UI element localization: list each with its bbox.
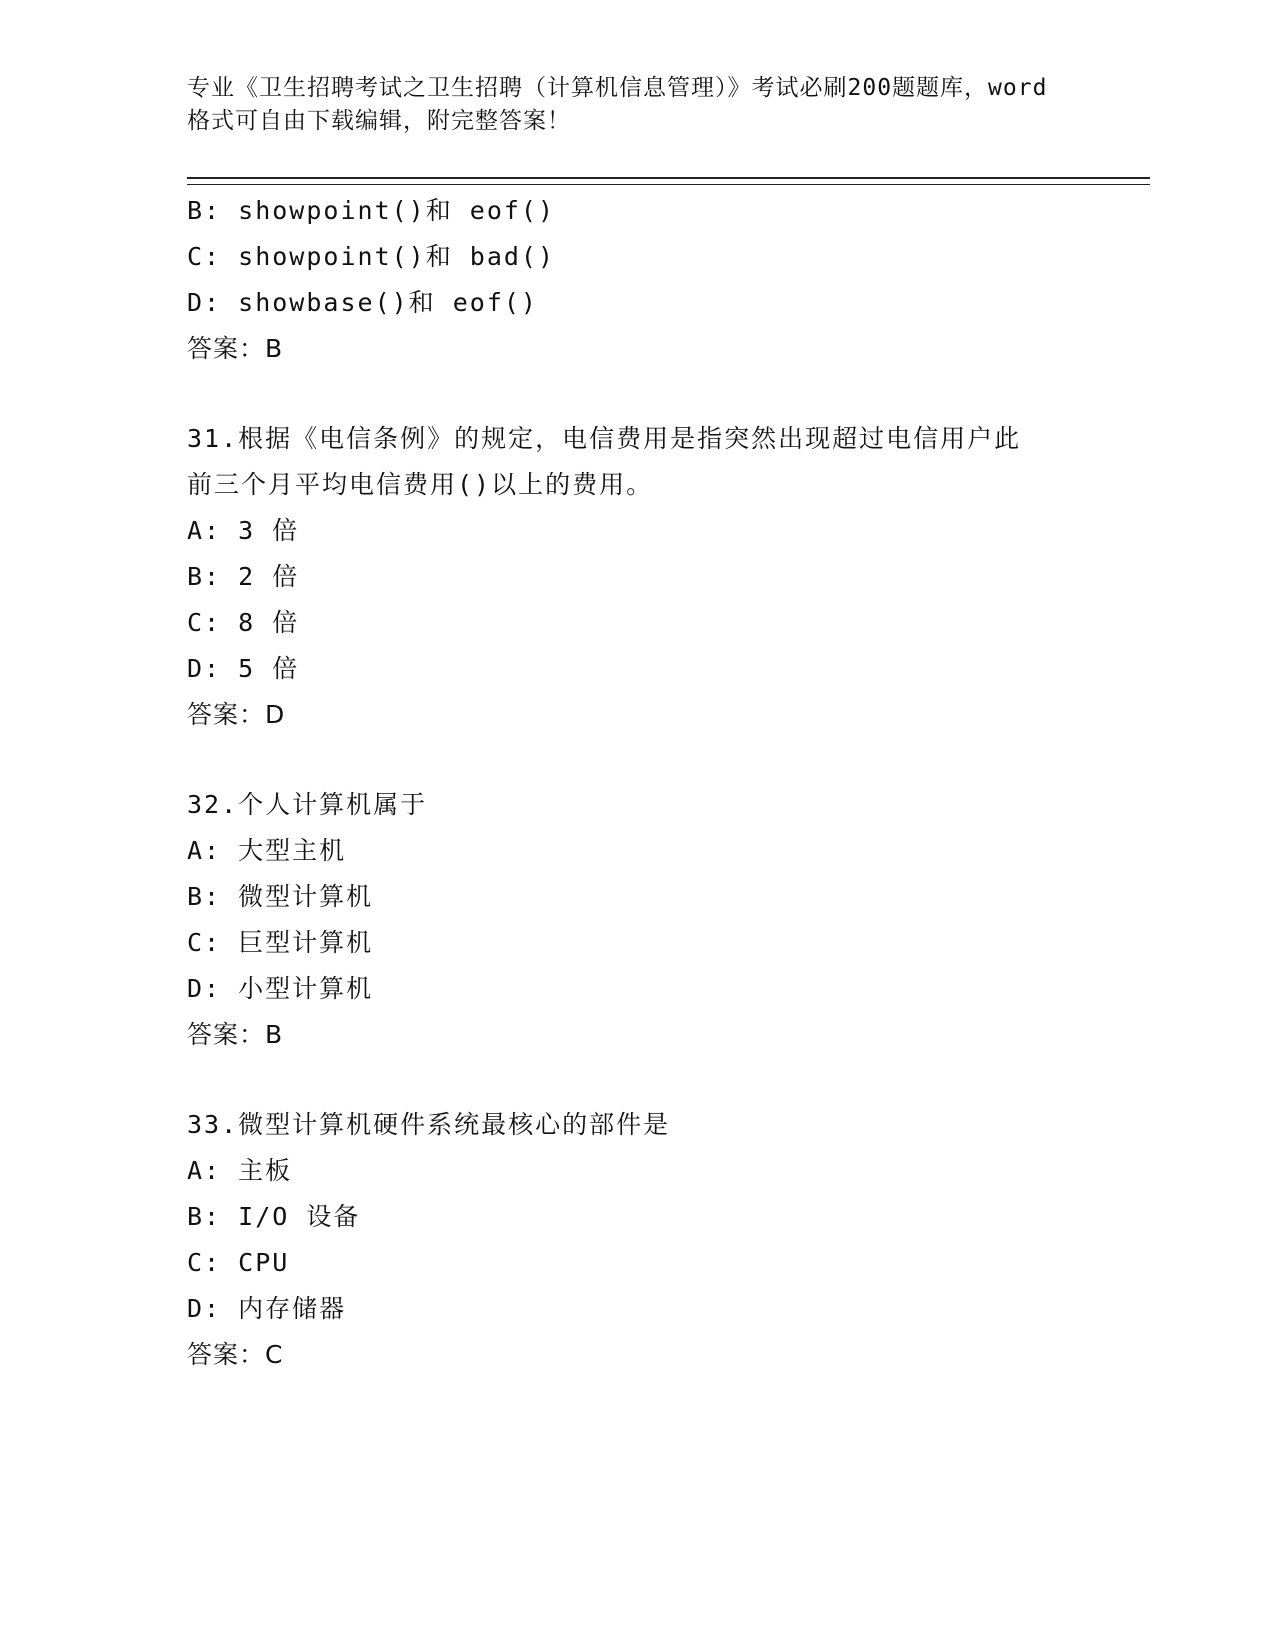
option-b: B: showpoint()和 eof()	[187, 196, 556, 225]
answer-label: 答案：D	[187, 700, 286, 729]
option-c: C: 8 倍	[187, 608, 300, 637]
question-content	[187, 188, 1147, 1378]
question-stem: 33.微型计算机硬件系统最核心的部件是	[187, 1110, 671, 1139]
option-b: B: 2 倍	[187, 562, 300, 591]
option-c: C: 巨型计算机	[187, 928, 374, 957]
option-d: D: 5 倍	[187, 654, 300, 683]
previous-question-tail	[187, 188, 1147, 372]
header-title-line-1: 专业《卫生招聘考试之卫生招聘（计算机信息管理）》考试必刷200题题库，word	[187, 75, 1048, 101]
option-a: A: 3 倍	[187, 516, 300, 545]
option-d: D: showbase()和 eof()	[187, 288, 538, 317]
option-a: A: 主板	[187, 1156, 293, 1185]
option-c: C: showpoint()和 bad()	[187, 242, 556, 271]
answer-label: 答案：C	[187, 1340, 284, 1369]
question-stem-line-2: 前三个月平均电信费用()以上的费用。	[187, 470, 654, 499]
question-33	[187, 1102, 1147, 1378]
header-title-line-2: 格式可自由下载编辑，附完整答案！	[187, 108, 571, 134]
answer-label: 答案：B	[187, 334, 284, 363]
question-31	[187, 416, 1147, 738]
question-32	[187, 782, 1147, 1058]
header-divider	[187, 177, 1150, 185]
option-d: D: 小型计算机	[187, 974, 374, 1003]
option-b: B: 微型计算机	[187, 882, 374, 911]
question-stem-line-1: 31.根据《电信条例》的规定，电信费用是指突然出现超过电信用户此	[187, 424, 1022, 453]
option-a: A: 大型主机	[187, 836, 347, 865]
question-stem: 32.个人计算机属于	[187, 790, 428, 819]
document-header	[187, 72, 1087, 138]
option-d: D: 内存储器	[187, 1294, 347, 1323]
option-b: B: I/O 设备	[187, 1202, 361, 1231]
answer-label: 答案：B	[187, 1020, 284, 1049]
option-c: C: CPU	[187, 1248, 290, 1277]
